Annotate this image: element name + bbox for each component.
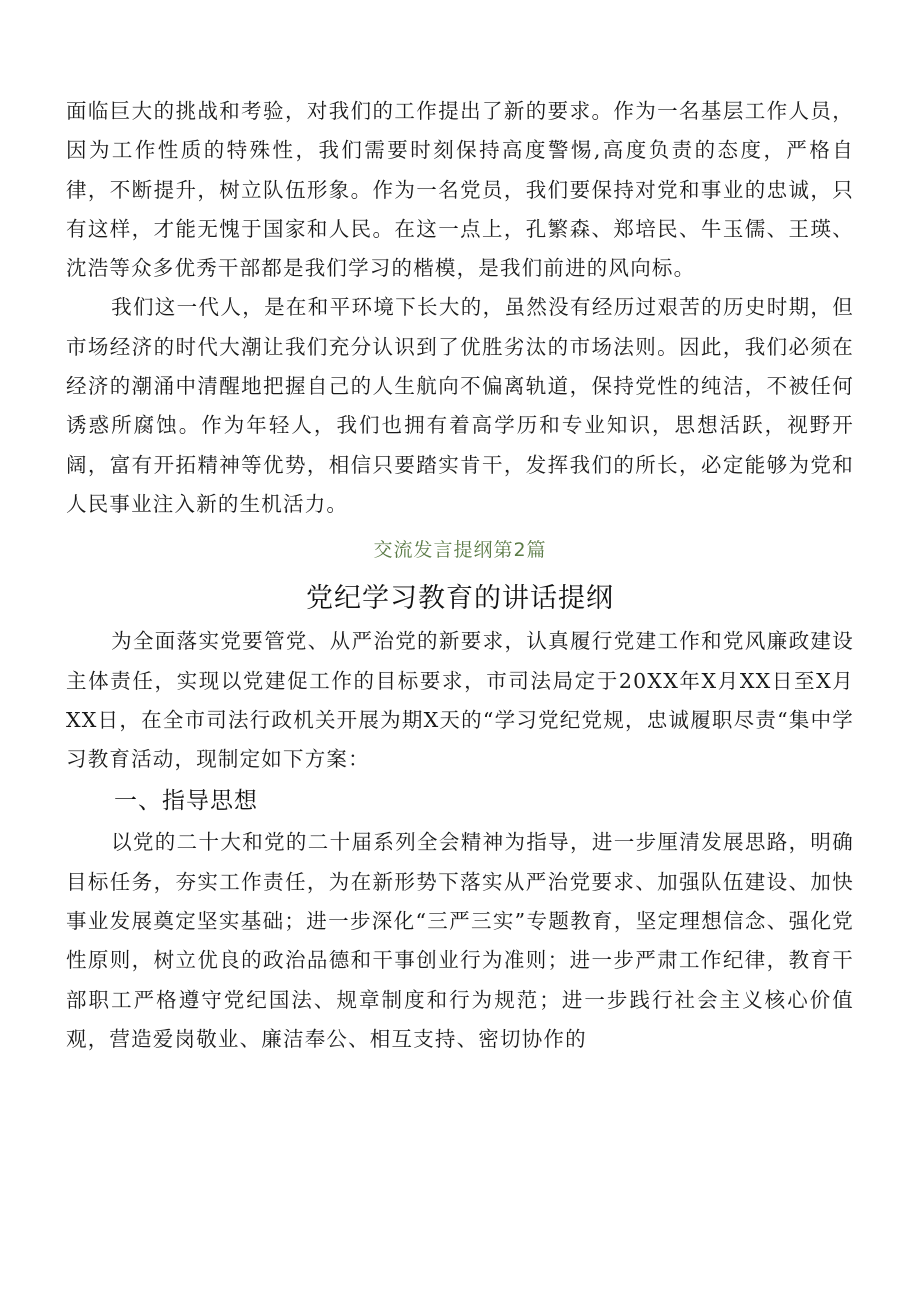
- intro-paragraph: 为全面落实党要管党、从严治党的新要求，认真履行党建工作和党风廉政建设主体责任，实现以党建促工作的目标要求，市司法局定于20XX年X月XX日至X月XX日，在全市司法行政机关开展为期X天的“学习党纪党规，忠诚履职尽责“集中学习教育活动，现制定如下方案：: [66, 629, 854, 772]
- section-heading: 一、指导思想: [114, 788, 258, 815]
- document-title: 党纪学习教育的讲话提纲: [306, 583, 614, 615]
- body-paragraph-1: 面临巨大的挑战和考验，对我们的工作提出了新的要求。作为一名基层工作人员，因为工作性质的特殊性，我们需要时刻保持高度警惕,高度负责的态度，严格自律，不断提升，树立队伍形象。作为一名党员，我们要保持对党和事业的忠诚，只有这样，才能无愧于国家和人民。在这一点上，孔繁森、郑培民、牛玉儒、王瑛、沈浩等众多优秀干部都是我们学习的楷模，是我们前进的风向标。: [66, 99, 854, 281]
- section-subtitle: 交流发言提纲第2篇: [373, 539, 547, 562]
- section-paragraph: 以党的二十大和党的二十届系列全会精神为指导，进一步厘清发展思路，明确目标任务，夯实工作责任，为在新形势下落实从严治党要求、加强队伍建设、加快事业发展奠定坚实基础；进一步深化“三严三实”专题教育，坚定理想信念、强化党性原则，树立优良的政治品德和干事创业行为准则；进一步严肃工作纪律，教育干部职工严格遵守党纪国法、规章制度和行为规范；进一步践行社会主义核心价值观，营造爱岗敬业、廉洁奉公、相互支持、密切协作的: [66, 830, 854, 1051]
- body-paragraph-2: 我们这一代人，是在和平环境下长大的，虽然没有经历过艰苦的历史时期，但市场经济的时代大潮让我们充分认识到了优胜劣汰的市场法则。因此，我们必须在经济的潮涌中清醒地把握自己的人生航向不偏离轨道，保持党性的纯洁，不被任何诱惑所腐蚀。作为年轻人，我们也拥有着高学历和专业知识，思想活跃，视野开阔，富有开拓精神等优势，相信只要踏实肯干，发挥我们的所长，必定能够为党和人民事业注入新的生机活力。: [66, 295, 854, 516]
- document-page: [66, 92, 854, 1059]
